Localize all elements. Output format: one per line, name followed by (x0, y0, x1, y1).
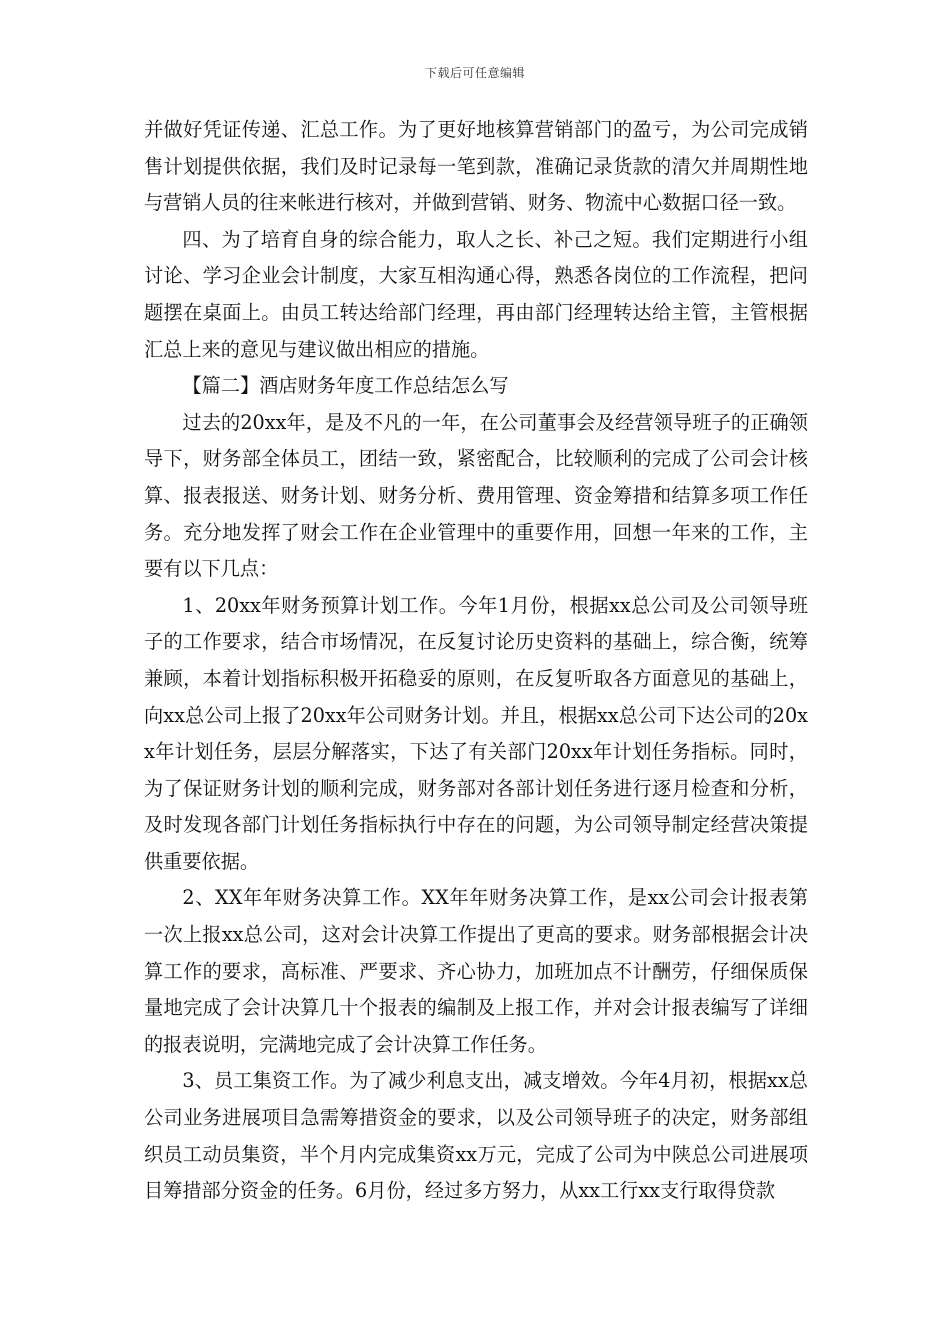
document-body (144, 112, 808, 1210)
paragraph-year-overview: 过去的20xx年，是及不凡的一年，在公司董事会及经营领导班子的正确领导下，财务部全体员工，团结一致，紧密配合，比较顺利的完成了公司会计核算、报表报送、财务计划、财务分析、费用管理、资金筹措和结算多项工作任务。充分地发挥了财会工作在企业管理中的重要作用，回想一年来的工作，主要有以下几点： (144, 410, 808, 581)
page-header: 下载后可任意编辑 (424, 66, 525, 80)
paragraph-voucher-transfer: 并做好凭证传递、汇总工作。为了更好地核算营销部门的盈亏，为公司完成销售计划提供依据，我们及时记录每一笔到款，准确记录货款的清欠并周期性地与营销人员的往来帐进行核对，并做到营销、财务、物流中心数据口径一致。 (144, 118, 808, 215)
paragraph-section-four: 四、为了培育自身的综合能力，取人之长、补己之短。我们定期进行小组讨论、学习企业会计制度，大家互相沟通心得，熟悉各岗位的工作流程，把问题摆在桌面上。由员工转达给部门经理，再由部门经理转达给主管，主管根据汇总上来的意见与建议做出相应的措施。 (144, 227, 808, 361)
section-heading-part-two: 【篇二】酒店财务年度工作总结怎么写 (182, 374, 509, 398)
paragraph-final-accounts: 2、XX年年财务决算工作。XX年年财务决算工作，是xx公司会计报表第一次上报xx总公司，这对会计决算工作提出了更高的要求。财务部根据会计决算工作的要求，高标准、严要求、齐心协力，加班加点不计酬劳，仔细保质保量地完成了会计决算几十个报表的编制及上报工作，并对会计报表编写了详细的报表说明，完满地完成了会计决算工作任务。 (144, 886, 808, 1056)
paragraph-budget-plan: 1、20xx年财务预算计划工作。今年1月份，根据xx总公司及公司领导班子的工作要求，结合市场情况，在反复讨论历史资料的基础上，综合衡，统筹兼顾，本着计划指标积极开拓稳妥的原则，在反复听取各方面意见的基础上，向xx总公司上报了20xx年公司财务计划。并且，根据xx总公司下达公司的20xx年计划任务，层层分解落实，下达了有关部门20xx年计划任务指标。同时，为了保证财务计划的顺利完成，财务部对各部计划任务进行逐月检查和分析，及时发现各部门计划任务指标执行中存在的问题，为公司领导制定经营决策提供重要依据。 (144, 593, 808, 873)
paragraph-employee-fundraising: 3、员工集资工作。为了减少利息支出，减支增效。今年4月初，根据xx总公司业务进展项目急需筹措资金的要求，以及公司领导班子的决定，财务部组织员工动员集资，半个月内完成集资xx万元，完成了公司为中陕总公司进展项目筹措部分资金的任务。6月份，经过多方努力，从xx工行xx支行取得贷款 (144, 1069, 808, 1203)
